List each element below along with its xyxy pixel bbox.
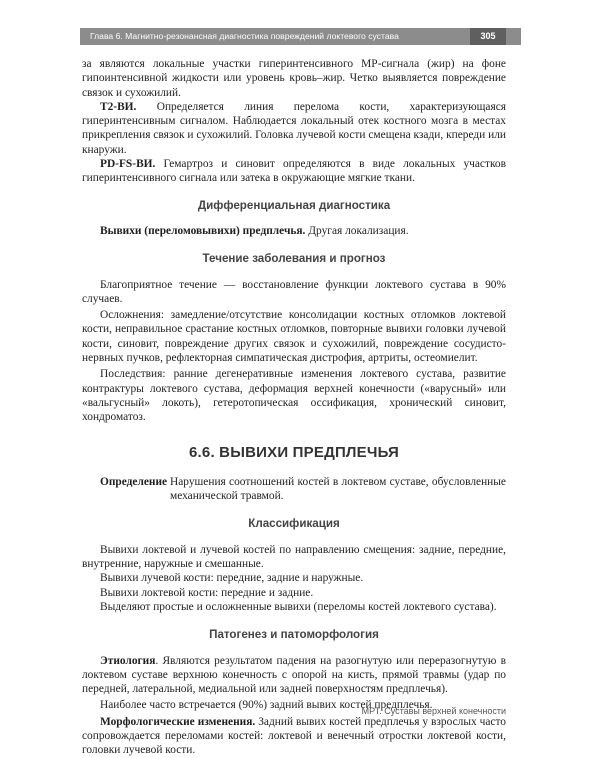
definition-block bbox=[82, 475, 506, 504]
pd-paragraph bbox=[82, 157, 506, 186]
pd-label: PD-FS-ВИ. bbox=[100, 158, 156, 171]
definition-label: Определение bbox=[100, 475, 168, 488]
t2-label: T2-ВИ. bbox=[100, 100, 137, 113]
page-number: 305 bbox=[470, 28, 506, 45]
morphology-paragraph bbox=[82, 715, 506, 758]
classification-p4: Выделяют простые и осложненные вывихи (переломы костей локтевого сустава). bbox=[100, 600, 497, 613]
classification-p1: Вывихи локтевой и лучевой костей по направлению смещения: задние, передние, внутренние, наружные и смешанные. bbox=[82, 543, 506, 571]
pd-text: Гемартроз и синовит определяются в виде локальных участков гиперинтенсивного сигнала или затека в окружающие мягкие ткани. bbox=[82, 158, 506, 185]
running-footer: МРТ. Суставы верхней конечности bbox=[361, 706, 506, 716]
course-heading: Течение заболевания и прогноз bbox=[202, 252, 386, 266]
chapter-title: Глава 6. Магнитно-резонансная диагностика повреждений локтевого сустава bbox=[90, 31, 399, 41]
course-p3: Последствия: ранние дегенеративные изменения локтевого сустава, развитие контрактуры локтевого сустава, деформация верхней конечности («варусный» или «вальгусный» локоть), гетеротопическая оссификация, хронический синовит, хондроматоз. bbox=[82, 368, 506, 424]
diff-label: Вывихи (переломовывихи) предплечья. bbox=[100, 224, 306, 237]
morphology-text: Задний вывих костей предплечья у взрослых часто сопровождается переломами костей: локтевой и венечный отростки локтевой кости, головки лучевой кости. bbox=[82, 715, 506, 757]
etiology-paragraph bbox=[82, 654, 506, 697]
diff-text: Другая локализация. bbox=[305, 224, 409, 237]
course-p1: Благоприятное течение — восстановление функции локтевого сустава в 90% случаев. bbox=[82, 278, 506, 305]
running-header bbox=[80, 28, 521, 45]
classification-p2: Вывихи лучевой кости: передние, задние и наружные. bbox=[100, 572, 364, 585]
pathogenesis-heading: Патогенез и патоморфология bbox=[209, 628, 379, 642]
section-heading: 6.6. ВЫВИХИ ПРЕДПЛЕЧЬЯ bbox=[189, 443, 399, 461]
morphology-label: Морфологические изменения. bbox=[100, 715, 256, 728]
etiology-label: Этиология bbox=[100, 654, 156, 667]
page-body bbox=[82, 57, 506, 758]
t2-text: Определяется линия перелома кости, характеризующаяся гиперинтенсивным сигналом. Наблюдается локальный отек костного мозга в местах прикрепления связок и сухожилий. Головка лучевой кости смещена кзади, кпереди или кнаружи. bbox=[82, 100, 506, 156]
t2-paragraph bbox=[82, 100, 506, 157]
intro-paragraph: за являются локальные участки гиперинтенсивного МР-сигнала (жир) на фоне гипоинтенсивной жидкости или уровень кровь–жир. Четко выявляется повреждение связок и сухожилий. bbox=[82, 58, 506, 99]
classification-p3: Вывихи локтевой кости: передние и задние. bbox=[100, 586, 314, 599]
etiology-text: . Являются результатом падения на разогнутую или переразогнутую в локтевом суставе верхнюю конечность с опорой на кисть, прямой травмы (удар по передней, латеральной, медиальной или задней поверхностям предплечья). bbox=[82, 654, 506, 696]
pathogenesis-p2: Наиболее часто встречается (90%) задний вывих костей предплечья. bbox=[100, 699, 433, 712]
diff-paragraph bbox=[82, 224, 506, 238]
definition-text: Нарушения соотношений костей в локтевом суставе, обусловленные механической травмой. bbox=[170, 475, 506, 503]
classification-heading: Классификация bbox=[248, 517, 340, 531]
diff-heading: Дифференциальная диагностика bbox=[197, 198, 391, 212]
course-p2: Осложнения: замедление/отсутствие консолидации костных отломков локтевой кости, неправильное срастание костных отломков, повторные вывихи головки лучевой кости, синовит, повреждение других связок и сухожилий, повреждение сосудисто-нервных пучков, рефлекторная симпатическая дистрофия, артриты, остеомиелит. bbox=[82, 309, 506, 365]
